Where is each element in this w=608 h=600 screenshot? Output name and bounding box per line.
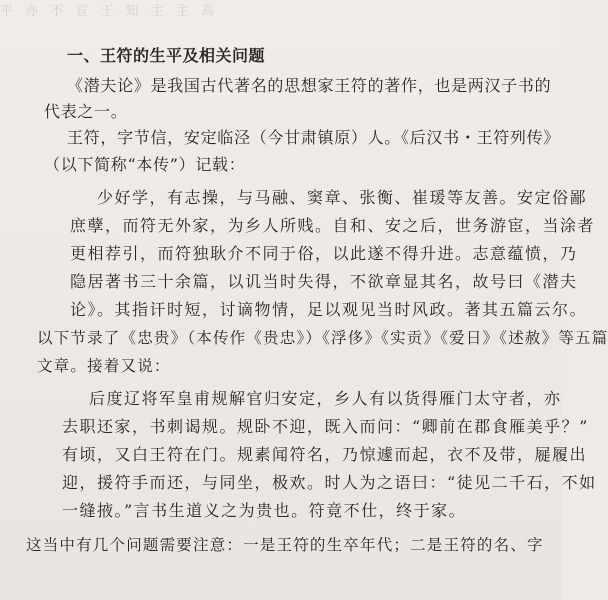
summary-line-1: 以下节录了《忠贵》（本传作《贵忠》）《浮侈》《实贡》《爱日》《述赦》等五篇 [37, 329, 608, 347]
biography-line-2: （以下简称“本传”）记载： [44, 155, 246, 174]
question-line: 这当中有几个问题需要注意：一是王符的生卒年代；二是王符的名、字 [26, 536, 544, 554]
section-heading: 一、王符的生平及相关问题 [67, 46, 266, 65]
quote-1-line-5: 论》。其指讦时短，讨谪物情，足以观见当时风政。著其五篇云尔。 [70, 300, 588, 319]
quote-1-line-4: 隐居著书三十余篇，以讥当时失得，不欲章显其名，故号曰《潜夫 [70, 272, 578, 291]
quote-1-line-2: 庶孽，而符无外家，为乡人所贱。自和、安之后，世务游宦，当涂者 [70, 216, 596, 235]
quote-2-line-4: 迎，援符手而还，与同坐，极欢。时人为之语曰：“徒见二千石，不如 [62, 473, 597, 492]
quote-1-line-3: 更相荐引，而符独耿介不同于俗，以此遂不得升进。志意蕴愤，乃 [70, 244, 578, 263]
quote-2-line-1: 后度辽将军皇甫规解官归安定，乡人有以货得雁门太守者，亦 [89, 389, 562, 408]
quote-2-line-5: 一缝掖。”言书生道义之为贵也。符竟不仕，终于家。 [62, 501, 467, 520]
intro-line-1: 《潜夫论》是我国古代著名的思想家王符的著作，也是两汉子书的 [67, 76, 552, 95]
bleed-through-text: 平 亦 不 宣 王 知 主 主 高 [0, 4, 219, 19]
summary-line-2: 文章。接着又说： [37, 357, 171, 375]
quote-2-line-3: 有顷，又白王符在门。规素闻符名，乃惊遽而起，衣不及带，屣履出 [62, 445, 588, 464]
quote-1-line-1: 少好学，有志操，与马融、窦章、张衡、崔瑗等友善。安定俗鄙 [97, 188, 588, 207]
quote-2-line-2: 去职还家，书刺谒规。规卧不迎，既入而问：“卿前在郡食雁美乎？” [62, 417, 589, 436]
intro-line-2: 代表之一。 [44, 102, 128, 121]
biography-line-1: 王符，字节信，安定临泾（今甘肃镇原）人。《后汉书・王符列传》 [67, 128, 561, 147]
